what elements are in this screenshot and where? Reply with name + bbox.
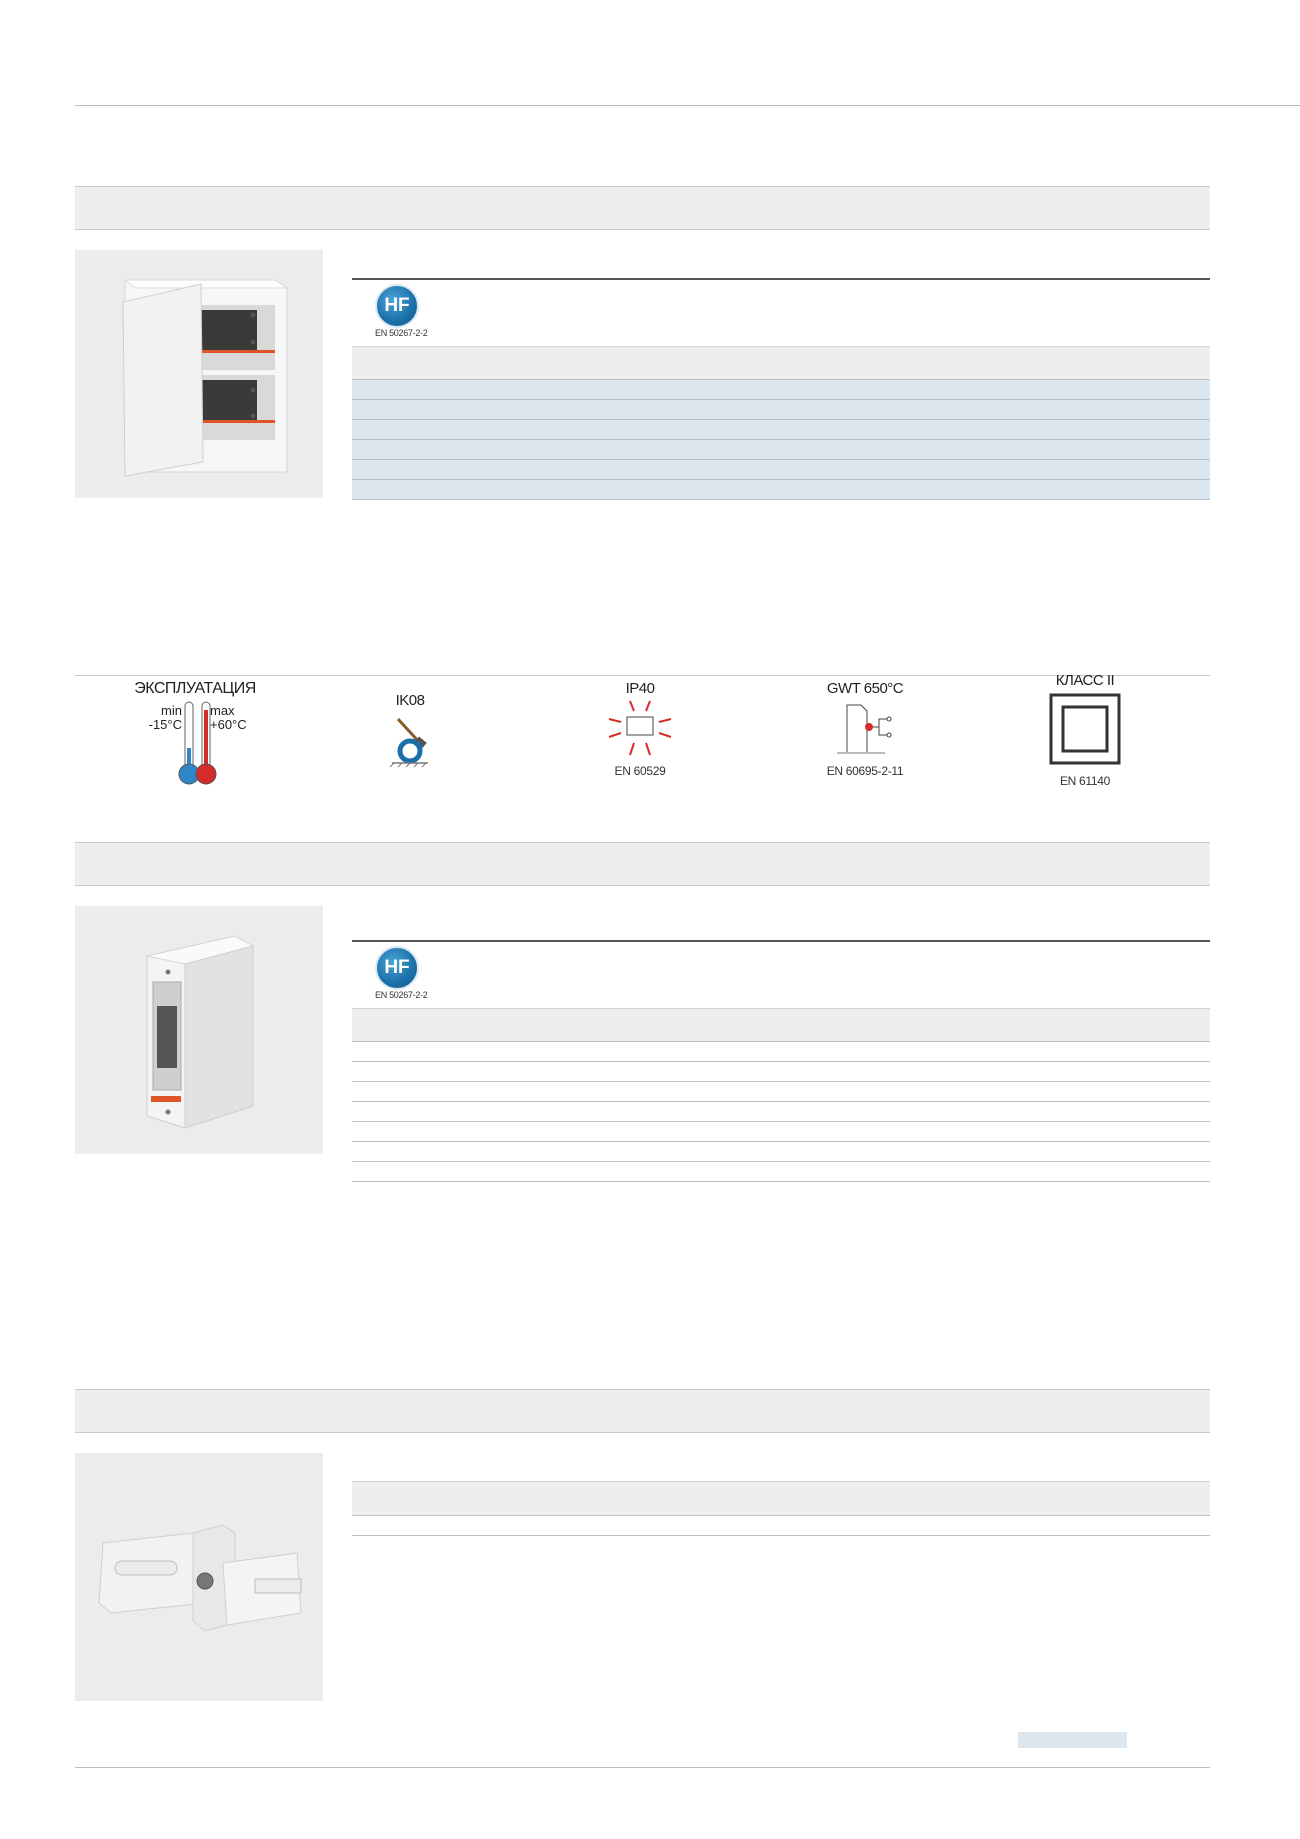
table-header [352, 346, 1210, 380]
operating-temperature [120, 680, 270, 788]
section-header-3 [75, 1389, 1210, 1433]
impact-hammer-icon [380, 709, 440, 769]
thermometer-icon [165, 698, 225, 788]
table-header [352, 1481, 1210, 1516]
hf-badge-icon: HF [375, 284, 419, 328]
product-photo-mini-enclosure [75, 906, 323, 1154]
table-row [352, 440, 1210, 460]
table-row [352, 480, 1210, 500]
impact-rating [370, 692, 450, 774]
operating-title: ЭКСПЛУАТАЦИЯ [134, 680, 256, 697]
gwt-title: GWT 650°C [826, 680, 904, 697]
gwt-standard: EN 60695-2-11 [826, 764, 904, 778]
table-top-rule [352, 940, 1210, 942]
table-row [352, 1102, 1210, 1122]
bottom-rule [75, 1767, 1210, 1768]
ip-title: IP40 [625, 680, 655, 697]
hf-certification [375, 284, 427, 338]
top-rule [75, 105, 1300, 106]
max-value: +60°C [210, 717, 247, 732]
dust-protection-icon [605, 697, 675, 759]
double-insulation-icon [1045, 689, 1125, 769]
glow-wire-test [810, 680, 920, 778]
table-row [352, 380, 1210, 400]
min-label: min [161, 703, 182, 718]
page-tab-marker [1018, 1732, 1127, 1748]
table-row [352, 1042, 1210, 1062]
table-row [352, 400, 1210, 420]
section-header-1 [75, 186, 1210, 230]
insulation-class [1040, 672, 1130, 788]
ip-rating [595, 680, 685, 778]
table-row [352, 460, 1210, 480]
hf-standard: EN 50267-2-2 [375, 990, 428, 1000]
section-header-2 [75, 842, 1210, 886]
glow-wire-icon [825, 697, 905, 759]
table-row [352, 1162, 1210, 1182]
table-header [352, 1008, 1210, 1042]
hf-certification [375, 946, 427, 1000]
max-label: max [210, 703, 235, 718]
ik-title: IK08 [395, 692, 425, 709]
table-row [352, 420, 1210, 440]
product-photo-wall-bracket [75, 1453, 323, 1701]
hf-standard: EN 50267-2-2 [375, 328, 428, 338]
class-standard: EN 61140 [1059, 774, 1111, 788]
hf-badge-icon: HF [375, 946, 419, 990]
product-photo-wall-enclosure [75, 250, 323, 498]
table-row [352, 1082, 1210, 1102]
table-row [352, 1516, 1210, 1536]
table-row [352, 1062, 1210, 1082]
table-row [352, 1142, 1210, 1162]
table-row [352, 1122, 1210, 1142]
min-value: -15°C [148, 717, 182, 732]
ip-standard: EN 60529 [614, 764, 666, 778]
class-title: КЛАСС II [1055, 672, 1115, 689]
table-top-rule [352, 278, 1210, 280]
